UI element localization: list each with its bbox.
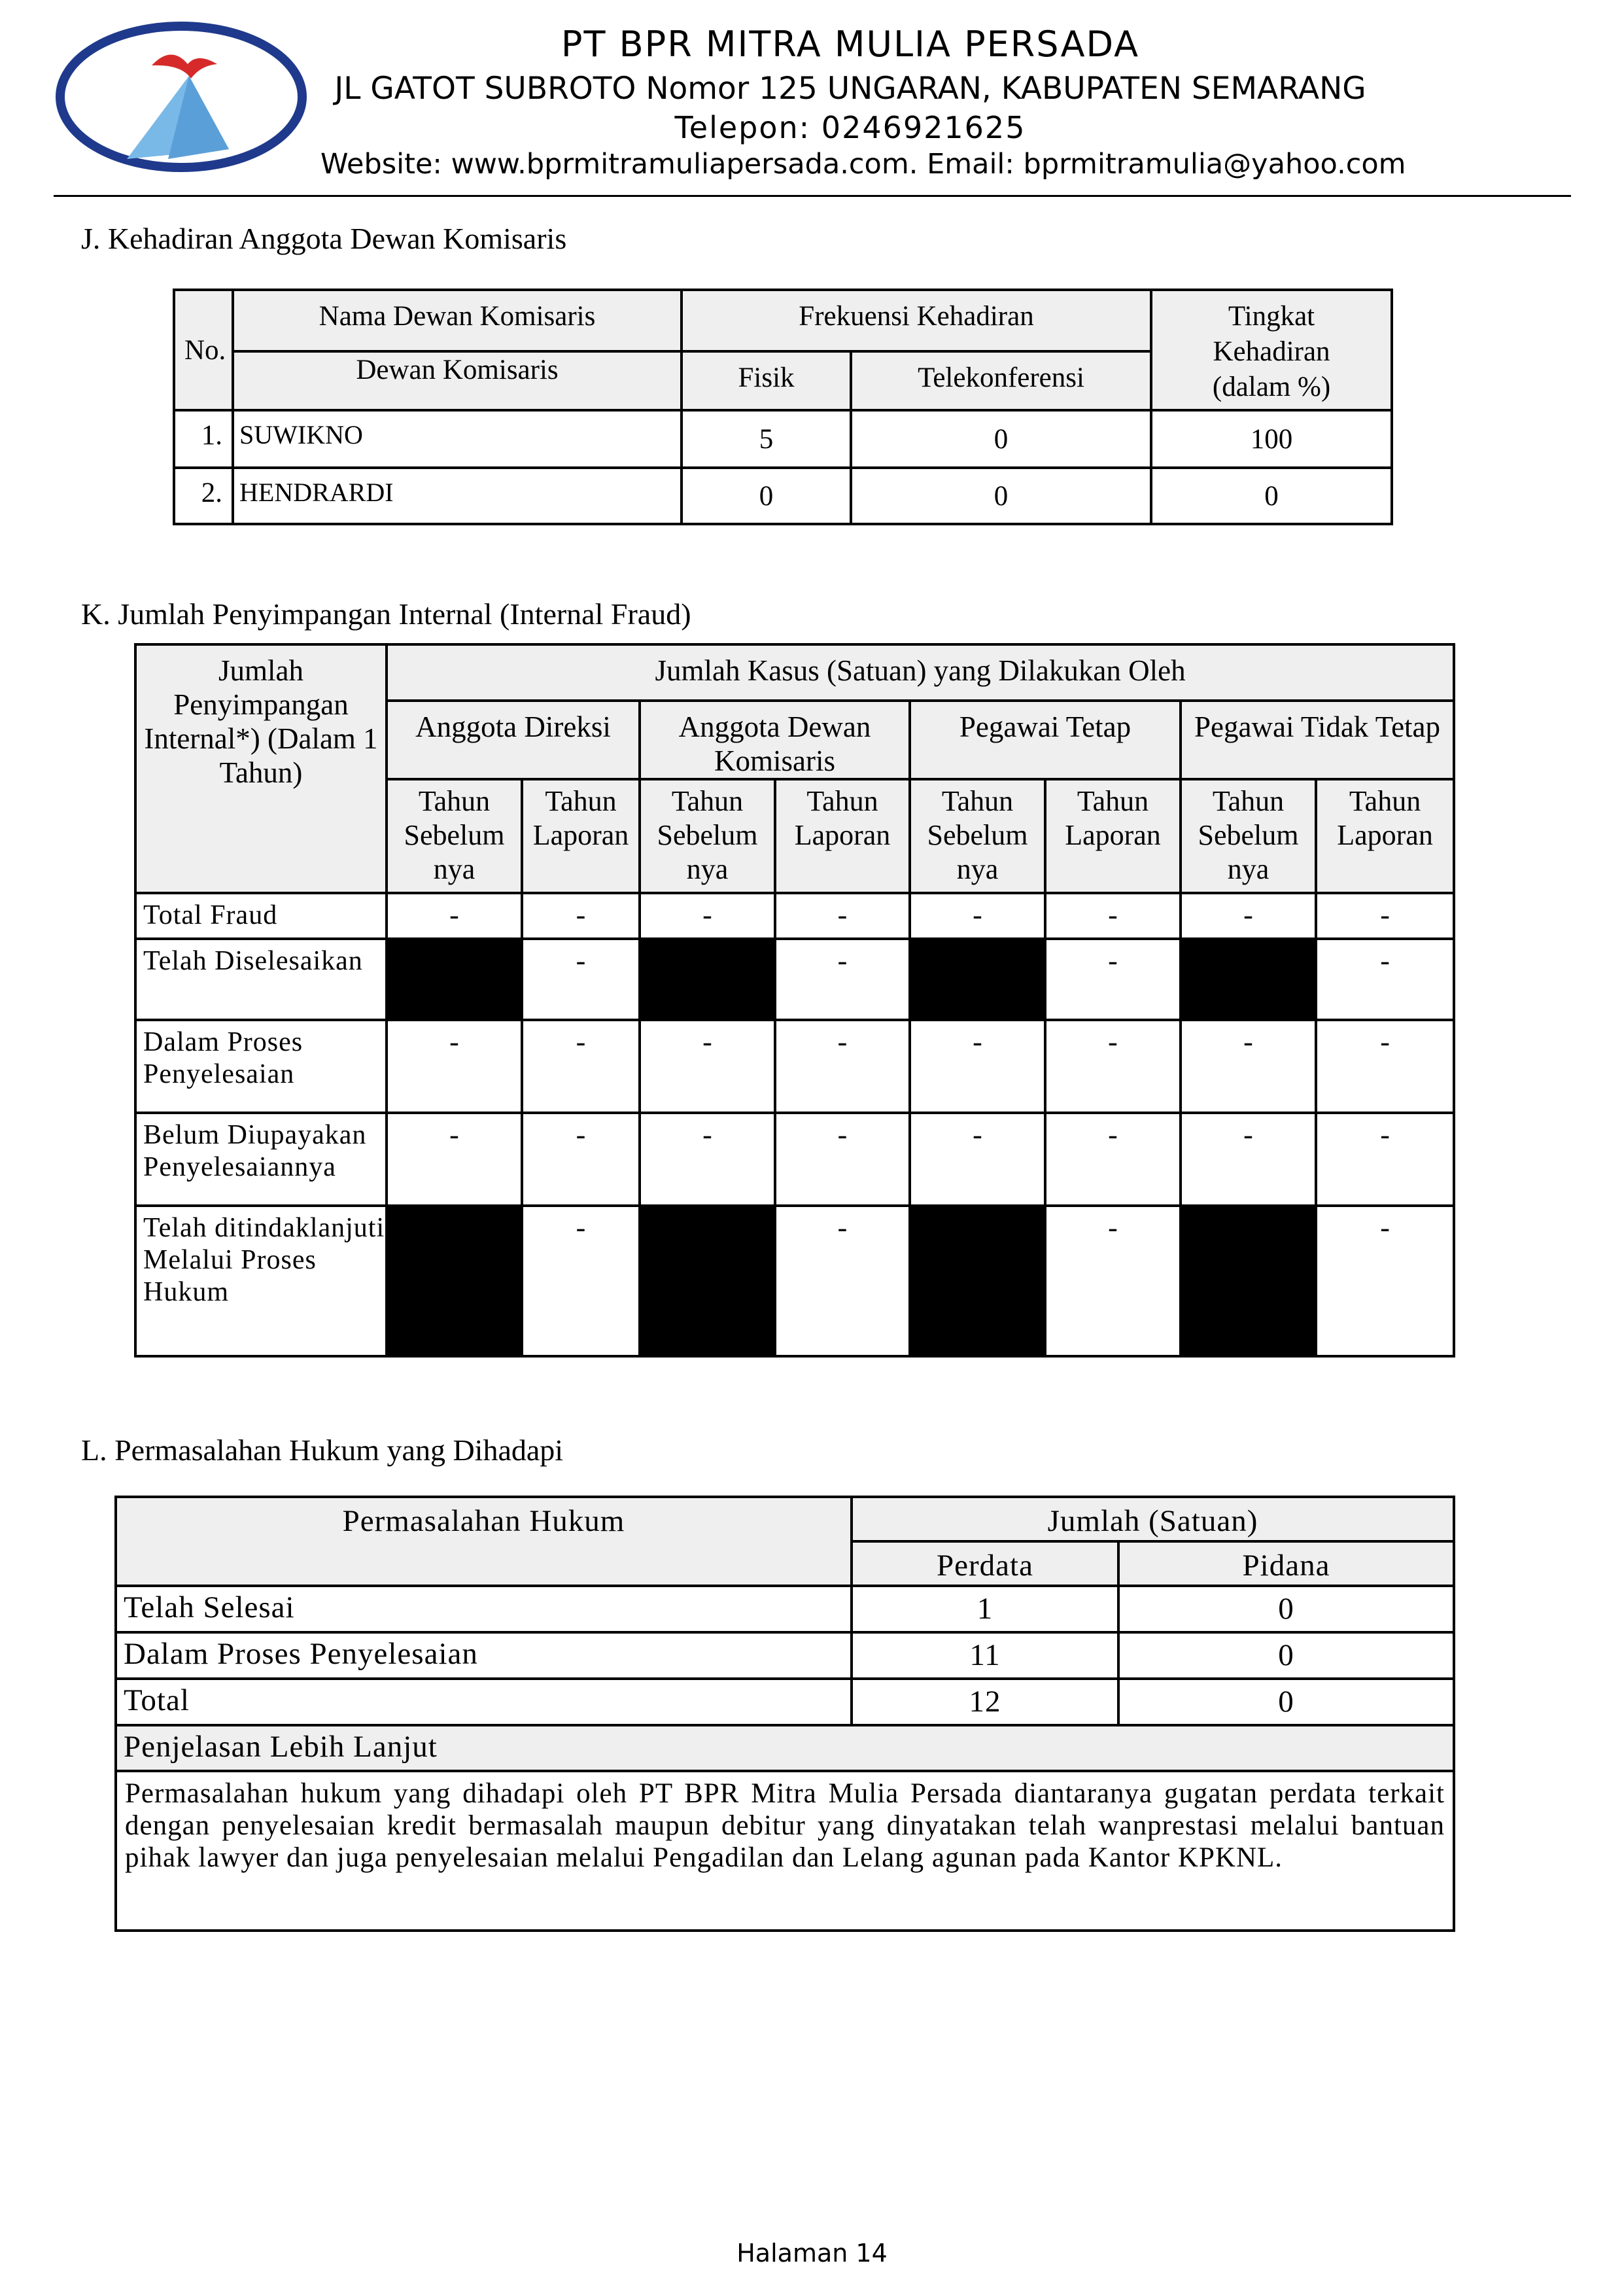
row-label: Total Fraud [135, 893, 387, 939]
fraud-cell: - [910, 1113, 1045, 1206]
fraud-main-header: Jumlah Kasus (Satuan) yang Dilakukan Oleh [387, 644, 1454, 701]
blocked-cell [387, 1206, 522, 1356]
fisik-value: 5 [682, 410, 851, 468]
group-header-dewan-komisaris: Anggota Dewan Komisaris [640, 701, 910, 779]
fraud-cell: - [387, 893, 522, 939]
legal-issues-table [114, 1496, 1455, 1932]
fraud-cell: - [1045, 1206, 1181, 1356]
company-address: JL GATOT SUBROTO Nomor 125 UNGARAN, KABUPATEN SEMARANG [334, 71, 1366, 107]
header-dewan: Dewan Komisaris [233, 351, 682, 410]
fraud-cell: - [1181, 1020, 1316, 1113]
sub-header-tahun-sebelumnya: Tahun Sebelum nya [1181, 779, 1316, 893]
fisik-value: 0 [682, 468, 851, 524]
header-no: No. [174, 290, 233, 410]
header-fisik: Fisik [682, 351, 851, 410]
blocked-cell [640, 939, 775, 1020]
sub-header-tahun-laporan: Tahun Laporan [522, 779, 640, 893]
perdata-value: 11 [852, 1632, 1118, 1679]
fraud-cell: - [387, 1020, 522, 1113]
explanation-text: Permasalahan hukum yang dihadapi oleh PT BPR Mitra Mulia Persada diantaranya gugatan perdata terkait dengan penyelesaian kredit bermasalah maupun debitur yang dinyatakan telah wanprestasi melalui bantuan pihak lawyer dan juga penyelesaian melalui Pengadilan dan Lelang agunan pada Kantor KPKNL. [116, 1771, 1454, 1931]
section-k-title: K. Jumlah Penyimpangan Internal (Internal Fraud) [81, 597, 691, 631]
row-label: Telah Diselesaikan [135, 939, 387, 1020]
row-number: 2. [174, 468, 233, 524]
perdata-header: Perdata [852, 1541, 1118, 1586]
blocked-cell [1181, 939, 1316, 1020]
jumlah-header: Jumlah (Satuan) [852, 1497, 1454, 1541]
fraud-cell: - [910, 893, 1045, 939]
header-divider [54, 195, 1571, 197]
blocked-cell [387, 939, 522, 1020]
fraud-cell: - [1181, 893, 1316, 939]
sub-header-tahun-sebelumnya: Tahun Sebelum nya [910, 779, 1045, 893]
table-row [135, 939, 1454, 1020]
blocked-cell [1181, 1206, 1316, 1356]
header-tingkat: Tingkat Kehadiran (dalam %) [1151, 290, 1392, 410]
fraud-corner-header: Jumlah Penyimpangan Internal*) (Dalam 1 Tahun) [135, 644, 387, 893]
attendance-table [173, 289, 1393, 525]
fraud-cell: - [910, 1020, 1045, 1113]
fraud-cell: - [522, 893, 640, 939]
header-nama: Nama Dewan Komisaris [233, 290, 682, 351]
perdata-value: 12 [852, 1679, 1118, 1725]
telekonferensi-value: 0 [851, 410, 1151, 468]
pidana-value: 0 [1118, 1632, 1454, 1679]
blocked-cell [910, 1206, 1045, 1356]
sub-header-tahun-laporan: Tahun Laporan [1316, 779, 1454, 893]
fraud-cell: - [775, 1020, 910, 1113]
fraud-cell: - [522, 1206, 640, 1356]
fraud-cell: - [775, 1206, 910, 1356]
fraud-cell: - [387, 1113, 522, 1206]
section-j-title: J. Kehadiran Anggota Dewan Komisaris [81, 222, 567, 255]
fraud-cell: - [1316, 1206, 1454, 1356]
fraud-cell: - [1316, 1020, 1454, 1113]
fraud-cell: - [640, 893, 775, 939]
telekonferensi-value: 0 [851, 468, 1151, 524]
fraud-cell: - [522, 1020, 640, 1113]
section-l-title: L. Permasalahan Hukum yang Dihadapi [81, 1433, 564, 1467]
row-label: Total [116, 1679, 852, 1725]
table-row [116, 1586, 1454, 1632]
table-row [174, 410, 1392, 468]
company-website-email: Website: www.bprmitramuliapersada.com. Email: bprmitramulia@yahoo.com [320, 148, 1406, 181]
row-label: Telah ditindaklanjuti Melalui Proses Hukum [135, 1206, 387, 1356]
sub-header-tahun-laporan: Tahun Laporan [1045, 779, 1181, 893]
commissioner-name: HENDRARDI [233, 468, 682, 524]
fraud-cell: - [522, 1113, 640, 1206]
page-number: Halaman 14 [736, 2239, 888, 2268]
group-header-direksi: Anggota Direksi [387, 701, 640, 779]
group-header-pegawai-tetap: Pegawai Tetap [910, 701, 1181, 779]
header-telekonferensi: Telekonferensi [851, 351, 1151, 410]
group-header-pegawai-tidak-tetap: Pegawai Tidak Tetap [1181, 701, 1454, 779]
company-logo [54, 18, 309, 175]
perdata-value: 1 [852, 1586, 1118, 1632]
row-number: 1. [174, 410, 233, 468]
blocked-cell [910, 939, 1045, 1020]
row-label: Telah Selesai [116, 1586, 852, 1632]
table-row [135, 1206, 1454, 1356]
fraud-cell: - [1316, 939, 1454, 1020]
fraud-cell: - [640, 1113, 775, 1206]
internal-fraud-table [134, 643, 1455, 1358]
pidana-value: 0 [1118, 1679, 1454, 1725]
tingkat-value: 100 [1151, 410, 1392, 468]
pidana-header: Pidana [1118, 1541, 1454, 1586]
commissioner-name: SUWIKNO [233, 410, 682, 468]
fraud-cell: - [522, 939, 640, 1020]
fraud-cell: - [640, 1020, 775, 1113]
fraud-cell: - [1316, 893, 1454, 939]
fraud-cell: - [1045, 1020, 1181, 1113]
table-row [135, 1113, 1454, 1206]
pidana-value: 0 [1118, 1586, 1454, 1632]
company-phone: Telepon: 0246921625 [674, 110, 1026, 145]
table-row [116, 1632, 1454, 1679]
fraud-cell: - [1316, 1113, 1454, 1206]
explanation-header: Penjelasan Lebih Lanjut [116, 1725, 1454, 1771]
table-row [135, 893, 1454, 939]
fraud-cell: - [775, 939, 910, 1020]
tingkat-value: 0 [1151, 468, 1392, 524]
fraud-cell: - [1045, 1113, 1181, 1206]
sub-header-tahun-laporan: Tahun Laporan [775, 779, 910, 893]
row-label: Dalam Proses Penyelesaian [116, 1632, 852, 1679]
row-label: Dalam Proses Penyelesaian [135, 1020, 387, 1113]
row-label: Belum Diupayakan Penyelesaiannya [135, 1113, 387, 1206]
fraud-cell: - [775, 893, 910, 939]
fraud-cell: - [1045, 939, 1181, 1020]
blocked-cell [640, 1206, 775, 1356]
sub-header-tahun-sebelumnya: Tahun Sebelum nya [387, 779, 522, 893]
company-name: PT BPR MITRA MULIA PERSADA [561, 24, 1140, 65]
header-frekuensi: Frekuensi Kehadiran [682, 290, 1151, 351]
table-row [116, 1679, 1454, 1725]
legal-header: Permasalahan Hukum [116, 1497, 852, 1586]
table-row [135, 1020, 1454, 1113]
fraud-cell: - [775, 1113, 910, 1206]
sub-header-tahun-sebelumnya: Tahun Sebelum nya [640, 779, 775, 893]
table-row [174, 468, 1392, 524]
fraud-cell: - [1045, 893, 1181, 939]
fraud-cell: - [1181, 1113, 1316, 1206]
